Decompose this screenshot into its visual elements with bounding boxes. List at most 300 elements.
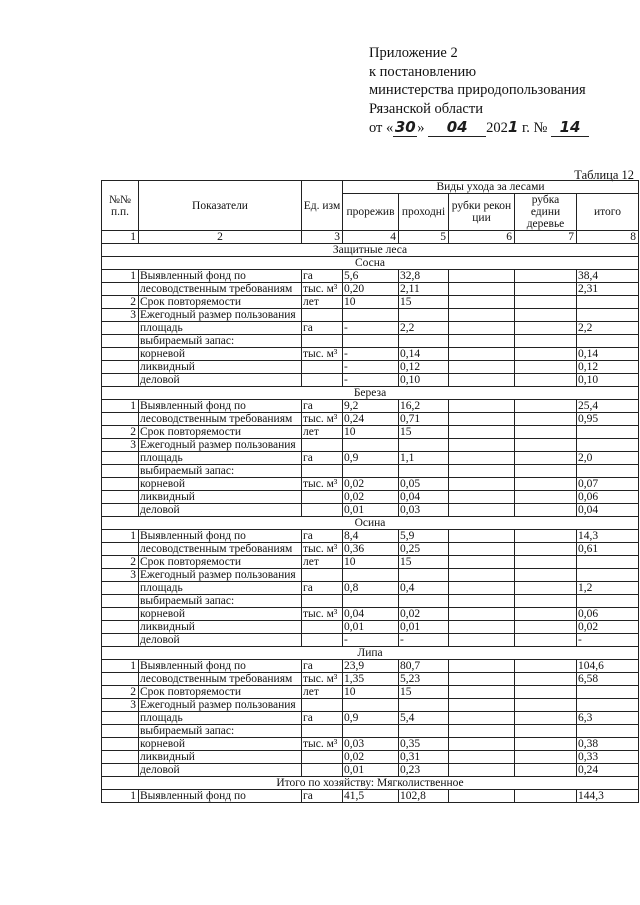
value-v8: 0,06 bbox=[577, 608, 639, 621]
header-col-4: прорежив bbox=[343, 194, 399, 231]
value-v7 bbox=[515, 348, 577, 361]
value-v6 bbox=[449, 660, 515, 673]
value-v6 bbox=[449, 582, 515, 595]
value-v7 bbox=[515, 582, 577, 595]
header-line-resolution: к постановлению bbox=[369, 63, 477, 80]
col-number: 5 bbox=[399, 231, 449, 244]
header-indicator: Показатели bbox=[139, 181, 302, 231]
value-v4 bbox=[343, 569, 399, 582]
value-v6 bbox=[449, 322, 515, 335]
value-v6 bbox=[449, 634, 515, 647]
row-number bbox=[102, 491, 139, 504]
document-header bbox=[369, 44, 629, 138]
value-v8: 14,3 bbox=[577, 530, 639, 543]
total-title: Итого по хозяйству: Мягколиственное bbox=[102, 777, 639, 790]
table-row bbox=[102, 738, 639, 751]
species-title-row bbox=[102, 647, 639, 660]
document-number: 14 bbox=[551, 120, 589, 137]
row-number bbox=[102, 582, 139, 595]
row-number bbox=[102, 322, 139, 335]
row-label: деловой bbox=[139, 764, 302, 777]
value-v6 bbox=[449, 296, 515, 309]
value-v4: 10 bbox=[343, 686, 399, 699]
row-label: площадь bbox=[139, 452, 302, 465]
row-number bbox=[102, 595, 139, 608]
value-v7 bbox=[515, 556, 577, 569]
row-unit bbox=[302, 491, 343, 504]
value-v5 bbox=[399, 439, 449, 452]
value-v4 bbox=[343, 595, 399, 608]
value-v6 bbox=[449, 699, 515, 712]
value-v6 bbox=[449, 270, 515, 283]
table-row bbox=[102, 660, 639, 673]
value-v5: 0,04 bbox=[399, 491, 449, 504]
value-v7 bbox=[515, 322, 577, 335]
value-v5: 0,23 bbox=[399, 764, 449, 777]
table-row bbox=[102, 764, 639, 777]
row-number bbox=[102, 361, 139, 374]
value-v6 bbox=[449, 465, 515, 478]
col-number: 2 bbox=[139, 231, 302, 244]
value-v7 bbox=[515, 283, 577, 296]
value-v7 bbox=[515, 426, 577, 439]
value-v8: 2,31 bbox=[577, 283, 639, 296]
value-v4: - bbox=[343, 634, 399, 647]
table-row bbox=[102, 634, 639, 647]
value-v4: - bbox=[343, 322, 399, 335]
value-v5: 0,35 bbox=[399, 738, 449, 751]
value-v4: 0,36 bbox=[343, 543, 399, 556]
row-unit bbox=[302, 634, 343, 647]
row-number bbox=[102, 335, 139, 348]
header-line-ministry: министерства природопользования bbox=[369, 82, 586, 98]
table-row bbox=[102, 582, 639, 595]
value-v8: 25,4 bbox=[577, 400, 639, 413]
row-label: Выявленный фонд по bbox=[139, 660, 302, 673]
row-label: Ежегодный размер пользования bbox=[139, 439, 302, 452]
value-v8: 0,14 bbox=[577, 348, 639, 361]
table-row bbox=[102, 712, 639, 725]
row-number: 1 bbox=[102, 790, 139, 803]
value-v6 bbox=[449, 595, 515, 608]
row-label: Выявленный фонд по bbox=[139, 400, 302, 413]
value-v5: 0,4 bbox=[399, 582, 449, 595]
value-v7 bbox=[515, 309, 577, 322]
value-v5: 15 bbox=[399, 686, 449, 699]
year-prefix: 202 bbox=[486, 120, 508, 136]
table-row bbox=[102, 608, 639, 621]
table-row bbox=[102, 335, 639, 348]
header-care-types: Виды ухода за лесами bbox=[343, 181, 639, 194]
value-v7 bbox=[515, 595, 577, 608]
value-v4: 0,01 bbox=[343, 621, 399, 634]
value-v7 bbox=[515, 270, 577, 283]
col-number: 1 bbox=[102, 231, 139, 244]
value-v7 bbox=[515, 634, 577, 647]
species-title-row bbox=[102, 517, 639, 530]
value-v5 bbox=[399, 465, 449, 478]
value-v7 bbox=[515, 686, 577, 699]
row-unit: тыс. м³ bbox=[302, 348, 343, 361]
row-unit: га bbox=[302, 452, 343, 465]
row-unit: тыс. м³ bbox=[302, 413, 343, 426]
row-number bbox=[102, 348, 139, 361]
col-number: 3 bbox=[302, 231, 343, 244]
row-unit: га bbox=[302, 790, 343, 803]
value-v7 bbox=[515, 751, 577, 764]
table-row bbox=[102, 439, 639, 452]
value-v4 bbox=[343, 699, 399, 712]
value-v8: 104,6 bbox=[577, 660, 639, 673]
row-label: Срок повторяемости bbox=[139, 686, 302, 699]
row-unit: лет bbox=[302, 296, 343, 309]
header-col-5: проходнi bbox=[399, 194, 449, 231]
value-v4 bbox=[343, 725, 399, 738]
value-v4 bbox=[343, 439, 399, 452]
value-v8: 0,02 bbox=[577, 621, 639, 634]
row-label: корневой bbox=[139, 478, 302, 491]
value-v5: 0,25 bbox=[399, 543, 449, 556]
value-v6 bbox=[449, 686, 515, 699]
value-v8: 0,33 bbox=[577, 751, 639, 764]
value-v4: 0,01 bbox=[343, 504, 399, 517]
row-number bbox=[102, 465, 139, 478]
value-v5: 0,03 bbox=[399, 504, 449, 517]
value-v5: 2,11 bbox=[399, 283, 449, 296]
date-mid: » bbox=[417, 120, 425, 136]
value-v4: 0,02 bbox=[343, 751, 399, 764]
row-label: деловой bbox=[139, 504, 302, 517]
row-label: Срок повторяемости bbox=[139, 296, 302, 309]
value-v4: 23,9 bbox=[343, 660, 399, 673]
value-v7 bbox=[515, 400, 577, 413]
value-v8 bbox=[577, 725, 639, 738]
value-v5 bbox=[399, 725, 449, 738]
value-v6 bbox=[449, 452, 515, 465]
value-v8 bbox=[577, 426, 639, 439]
table-row bbox=[102, 699, 639, 712]
row-unit: га bbox=[302, 322, 343, 335]
value-v8: 0,06 bbox=[577, 491, 639, 504]
value-v6 bbox=[449, 621, 515, 634]
value-v7 bbox=[515, 452, 577, 465]
species-title-row bbox=[102, 257, 639, 270]
value-v8: 0,38 bbox=[577, 738, 639, 751]
row-number: 2 bbox=[102, 426, 139, 439]
header-row-1 bbox=[102, 181, 639, 194]
value-v6 bbox=[449, 491, 515, 504]
value-v5: 80,7 bbox=[399, 660, 449, 673]
table-row bbox=[102, 452, 639, 465]
value-v4: 0,02 bbox=[343, 491, 399, 504]
row-number: 1 bbox=[102, 530, 139, 543]
row-label: Выявленный фонд по bbox=[139, 270, 302, 283]
value-v8: - bbox=[577, 634, 639, 647]
value-v4: 41,5 bbox=[343, 790, 399, 803]
table-row bbox=[102, 530, 639, 543]
value-v5: 0,10 bbox=[399, 374, 449, 387]
row-unit: га bbox=[302, 660, 343, 673]
value-v7 bbox=[515, 790, 577, 803]
value-v6 bbox=[449, 361, 515, 374]
col-number: 8 bbox=[577, 231, 639, 244]
row-label: Срок повторяемости bbox=[139, 556, 302, 569]
value-v8: 144,3 bbox=[577, 790, 639, 803]
row-number: 2 bbox=[102, 556, 139, 569]
value-v4: 0,20 bbox=[343, 283, 399, 296]
row-unit bbox=[302, 439, 343, 452]
value-v8: 6,58 bbox=[577, 673, 639, 686]
row-number: 3 bbox=[102, 699, 139, 712]
row-label: Ежегодный размер пользования bbox=[139, 569, 302, 582]
value-v4: - bbox=[343, 374, 399, 387]
row-unit bbox=[302, 309, 343, 322]
row-unit: тыс. м³ bbox=[302, 738, 343, 751]
table-row bbox=[102, 270, 639, 283]
row-number bbox=[102, 634, 139, 647]
row-unit: га bbox=[302, 712, 343, 725]
date-month: 04 bbox=[428, 120, 486, 137]
row-number: 2 bbox=[102, 686, 139, 699]
row-label: выбираемый запас: bbox=[139, 595, 302, 608]
row-unit: га bbox=[302, 530, 343, 543]
row-number bbox=[102, 608, 139, 621]
value-v7 bbox=[515, 530, 577, 543]
value-v5: 0,14 bbox=[399, 348, 449, 361]
value-v6 bbox=[449, 413, 515, 426]
value-v7 bbox=[515, 543, 577, 556]
value-v4: 1,35 bbox=[343, 673, 399, 686]
date-prefix: от « bbox=[369, 120, 394, 136]
value-v6 bbox=[449, 348, 515, 361]
total-title-row bbox=[102, 777, 639, 790]
value-v8 bbox=[577, 556, 639, 569]
row-label: выбираемый запас: bbox=[139, 725, 302, 738]
row-unit: га bbox=[302, 270, 343, 283]
header-line-region: Рязанской области bbox=[369, 100, 483, 117]
value-v5: 32,8 bbox=[399, 270, 449, 283]
value-v7 bbox=[515, 478, 577, 491]
value-v7 bbox=[515, 569, 577, 582]
row-number: 3 bbox=[102, 569, 139, 582]
value-v4: 8,4 bbox=[343, 530, 399, 543]
row-number bbox=[102, 751, 139, 764]
species-title: Липа bbox=[102, 647, 639, 660]
row-label: лесоводственным требованиям bbox=[139, 543, 302, 556]
value-v8: 38,4 bbox=[577, 270, 639, 283]
row-number bbox=[102, 673, 139, 686]
col-number: 7 bbox=[515, 231, 577, 244]
value-v4: 10 bbox=[343, 296, 399, 309]
value-v5: 5,23 bbox=[399, 673, 449, 686]
value-v6 bbox=[449, 725, 515, 738]
row-unit bbox=[302, 465, 343, 478]
value-v6 bbox=[449, 790, 515, 803]
table-row bbox=[102, 413, 639, 426]
row-label: ликвидный bbox=[139, 751, 302, 764]
table-row bbox=[102, 504, 639, 517]
value-v6 bbox=[449, 426, 515, 439]
row-number bbox=[102, 738, 139, 751]
value-v5: 1,1 bbox=[399, 452, 449, 465]
row-number bbox=[102, 712, 139, 725]
species-title: Осина bbox=[102, 517, 639, 530]
value-v4: 0,03 bbox=[343, 738, 399, 751]
row-label: Ежегодный размер пользования bbox=[139, 699, 302, 712]
value-v8: 0,61 bbox=[577, 543, 639, 556]
value-v4: - bbox=[343, 348, 399, 361]
row-label: лесоводственным требованиям bbox=[139, 283, 302, 296]
value-v7 bbox=[515, 335, 577, 348]
value-v8 bbox=[577, 569, 639, 582]
row-number: 1 bbox=[102, 270, 139, 283]
table-row bbox=[102, 595, 639, 608]
row-label: Ежегодный размер пользования bbox=[139, 309, 302, 322]
row-unit bbox=[302, 751, 343, 764]
value-v6 bbox=[449, 400, 515, 413]
section-title: Защитные леса bbox=[102, 244, 639, 257]
value-v6 bbox=[449, 738, 515, 751]
row-label: деловой bbox=[139, 634, 302, 647]
value-v6 bbox=[449, 673, 515, 686]
section-row bbox=[102, 244, 639, 257]
value-v5: 16,2 bbox=[399, 400, 449, 413]
value-v7 bbox=[515, 699, 577, 712]
row-number bbox=[102, 283, 139, 296]
table-row bbox=[102, 478, 639, 491]
row-label: корневой bbox=[139, 348, 302, 361]
value-v5: 0,05 bbox=[399, 478, 449, 491]
value-v6 bbox=[449, 504, 515, 517]
table-row bbox=[102, 283, 639, 296]
value-v5 bbox=[399, 309, 449, 322]
value-v4: 0,8 bbox=[343, 582, 399, 595]
row-label: Срок повторяемости bbox=[139, 426, 302, 439]
header-unit: Ед. изм bbox=[302, 181, 343, 231]
row-unit bbox=[302, 595, 343, 608]
value-v8 bbox=[577, 699, 639, 712]
table-row bbox=[102, 465, 639, 478]
row-unit bbox=[302, 374, 343, 387]
table-row bbox=[102, 491, 639, 504]
row-unit bbox=[302, 621, 343, 634]
value-v7 bbox=[515, 465, 577, 478]
value-v8 bbox=[577, 686, 639, 699]
value-v8: 0,24 bbox=[577, 764, 639, 777]
row-number: 1 bbox=[102, 400, 139, 413]
value-v6 bbox=[449, 556, 515, 569]
value-v5: 0,01 bbox=[399, 621, 449, 634]
value-v6 bbox=[449, 569, 515, 582]
row-number: 2 bbox=[102, 296, 139, 309]
value-v4 bbox=[343, 465, 399, 478]
value-v6 bbox=[449, 751, 515, 764]
row-unit bbox=[302, 725, 343, 738]
row-unit bbox=[302, 504, 343, 517]
year-digit: 1 bbox=[507, 118, 519, 136]
value-v7 bbox=[515, 413, 577, 426]
value-v5: 102,8 bbox=[399, 790, 449, 803]
row-label: выбираемый запас: bbox=[139, 465, 302, 478]
value-v8: 0,95 bbox=[577, 413, 639, 426]
col-number: 4 bbox=[343, 231, 399, 244]
row-label: ликвидный bbox=[139, 361, 302, 374]
table-row bbox=[102, 790, 639, 803]
table-row bbox=[102, 322, 639, 335]
row-number bbox=[102, 764, 139, 777]
row-unit: тыс. м³ bbox=[302, 543, 343, 556]
value-v8 bbox=[577, 335, 639, 348]
value-v4: - bbox=[343, 361, 399, 374]
row-unit: лет bbox=[302, 556, 343, 569]
row-label: лесоводственным требованиям bbox=[139, 413, 302, 426]
value-v6 bbox=[449, 543, 515, 556]
value-v5 bbox=[399, 569, 449, 582]
value-v5: 0,02 bbox=[399, 608, 449, 621]
value-v7 bbox=[515, 296, 577, 309]
table-row bbox=[102, 543, 639, 556]
species-title: Сосна bbox=[102, 257, 639, 270]
table-row bbox=[102, 621, 639, 634]
row-unit: тыс. м³ bbox=[302, 478, 343, 491]
value-v8: 6,3 bbox=[577, 712, 639, 725]
table-row bbox=[102, 686, 639, 699]
row-label: лесоводственным требованиям bbox=[139, 673, 302, 686]
row-unit: га bbox=[302, 400, 343, 413]
row-label: ликвидный bbox=[139, 621, 302, 634]
value-v8 bbox=[577, 439, 639, 452]
row-label: корневой bbox=[139, 738, 302, 751]
value-v8 bbox=[577, 465, 639, 478]
value-v4: 10 bbox=[343, 556, 399, 569]
col-number: 6 bbox=[449, 231, 515, 244]
value-v4: 9,2 bbox=[343, 400, 399, 413]
row-number bbox=[102, 374, 139, 387]
value-v7 bbox=[515, 621, 577, 634]
table-row bbox=[102, 556, 639, 569]
value-v7 bbox=[515, 660, 577, 673]
row-label: деловой bbox=[139, 374, 302, 387]
value-v8 bbox=[577, 296, 639, 309]
value-v5 bbox=[399, 335, 449, 348]
table-row bbox=[102, 400, 639, 413]
row-label: площадь bbox=[139, 582, 302, 595]
value-v6 bbox=[449, 335, 515, 348]
value-v6 bbox=[449, 530, 515, 543]
value-v7 bbox=[515, 725, 577, 738]
value-v4: 0,9 bbox=[343, 452, 399, 465]
value-v7 bbox=[515, 764, 577, 777]
row-label: площадь bbox=[139, 322, 302, 335]
header-line-appendix: Приложение 2 bbox=[369, 45, 458, 61]
value-v7 bbox=[515, 374, 577, 387]
row-number: 3 bbox=[102, 439, 139, 452]
value-v5: 0,31 bbox=[399, 751, 449, 764]
value-v8: 0,07 bbox=[577, 478, 639, 491]
row-unit: тыс. м³ bbox=[302, 673, 343, 686]
row-unit: тыс. м³ bbox=[302, 608, 343, 621]
year-suffix: г. № bbox=[521, 120, 548, 136]
value-v7 bbox=[515, 608, 577, 621]
value-v4 bbox=[343, 309, 399, 322]
table-row bbox=[102, 751, 639, 764]
row-number bbox=[102, 543, 139, 556]
table-row bbox=[102, 374, 639, 387]
value-v5 bbox=[399, 595, 449, 608]
value-v8 bbox=[577, 309, 639, 322]
table-row bbox=[102, 296, 639, 309]
column-number-row bbox=[102, 231, 639, 244]
